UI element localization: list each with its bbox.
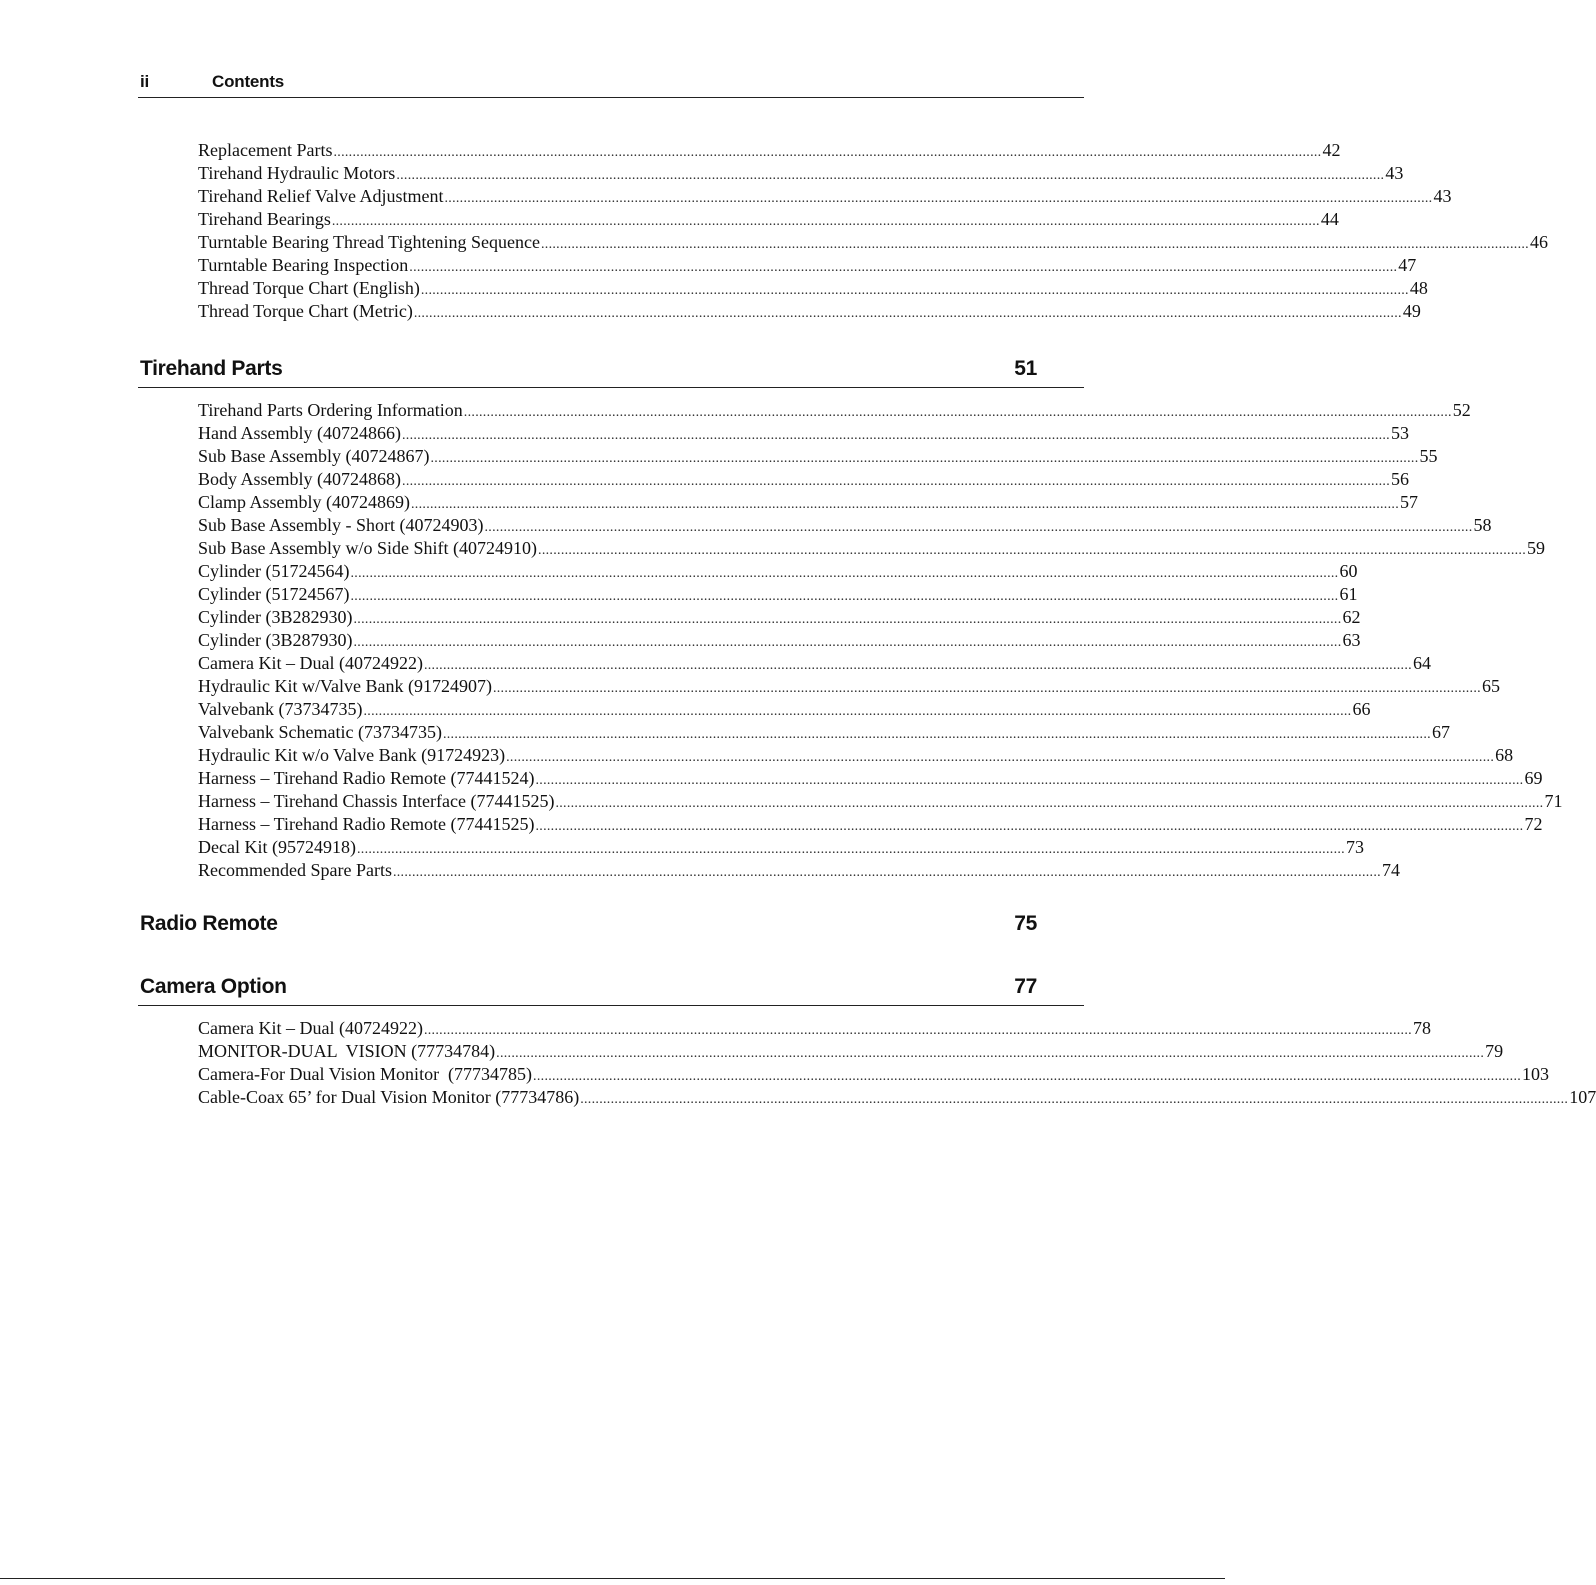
dot-leader: .................................................................................................................................................................................................................................................................... bbox=[411, 497, 1399, 512]
toc-entry-label: Cylinder (51724564) bbox=[198, 561, 350, 581]
toc-entry-label: Valvebank Schematic (73734735) bbox=[198, 722, 442, 742]
dot-leader: .................................................................................................................................................................................................................................................................... bbox=[423, 658, 1412, 673]
toc-entry[interactable] bbox=[198, 277, 1428, 300]
bottom-rule bbox=[0, 1578, 1225, 1579]
toc-entry[interactable] bbox=[198, 606, 1361, 629]
toc-entry-page: 44 bbox=[1320, 209, 1339, 229]
toc-entry-label: Tirehand Bearings bbox=[198, 209, 331, 229]
toc-entry-page: 48 bbox=[1409, 278, 1428, 298]
toc-entry-page: 72 bbox=[1524, 814, 1543, 834]
dot-leader: .................................................................................................................................................................................................................................................................... bbox=[540, 237, 1529, 252]
toc-entry-label: Recommended Spare Parts bbox=[198, 860, 392, 880]
dot-leader: .................................................................................................................................................................................................................................................................... bbox=[333, 145, 1322, 160]
toc-entry[interactable] bbox=[198, 1086, 1596, 1109]
toc-entry-label: Harness – Tirehand Radio Remote (77441524) bbox=[198, 768, 535, 788]
toc-entry-label: Thread Torque Chart (Metric) bbox=[198, 301, 413, 321]
dot-leader: .................................................................................................................................................................................................................................................................... bbox=[535, 773, 1524, 788]
toc-entry-label: Hydraulic Kit w/o Valve Bank (91724923) bbox=[198, 745, 506, 765]
toc-entry[interactable] bbox=[198, 698, 1371, 721]
toc-entry-page: 69 bbox=[1524, 768, 1543, 788]
toc-entry-label: Body Assembly (40724868) bbox=[198, 469, 402, 489]
dot-leader: .................................................................................................................................................................................................................................................................... bbox=[444, 191, 1433, 206]
toc-entry-label: Harness – Tirehand Chassis Interface (77441525) bbox=[198, 791, 555, 811]
toc-entry-page: 58 bbox=[1473, 515, 1492, 535]
toc-entry-page: 103 bbox=[1522, 1064, 1550, 1084]
toc-entry-label: Camera Kit – Dual (40724922) bbox=[198, 1018, 423, 1038]
dot-leader: .................................................................................................................................................................................................................................................................... bbox=[535, 819, 1524, 834]
dot-leader: .................................................................................................................................................................................................................................................................... bbox=[506, 750, 1495, 765]
toc-entry[interactable] bbox=[198, 185, 1452, 208]
toc-entry[interactable] bbox=[198, 162, 1404, 185]
toc-entry[interactable] bbox=[198, 208, 1339, 231]
toc-entry-page: 66 bbox=[1352, 699, 1371, 719]
toc-entry-page: 46 bbox=[1529, 232, 1548, 252]
toc-entry-page: 73 bbox=[1345, 837, 1364, 857]
dot-leader: .................................................................................................................................................................................................................................................................... bbox=[496, 1046, 1485, 1061]
toc-entry[interactable] bbox=[198, 1017, 1431, 1040]
toc-entry-label: Cylinder (3B282930) bbox=[198, 607, 353, 627]
dot-leader: .................................................................................................................................................................................................................................................................... bbox=[463, 405, 1452, 420]
toc-entry-page: 64 bbox=[1412, 653, 1431, 673]
toc-entry-label: Decal Kit (95724918) bbox=[198, 837, 356, 857]
toc-entry-label: Turntable Bearing Thread Tightening Sequence bbox=[198, 232, 540, 252]
toc-entry-page: 60 bbox=[1339, 561, 1358, 581]
dot-leader: .................................................................................................................................................................................................................................................................... bbox=[356, 842, 1345, 857]
toc-entry-label: Cylinder (3B287930) bbox=[198, 630, 353, 650]
dot-leader: .................................................................................................................................................................................................................................................................... bbox=[401, 428, 1390, 443]
toc-entry-page: 59 bbox=[1527, 538, 1546, 558]
toc-entry-label: Clamp Assembly (40724869) bbox=[198, 492, 410, 512]
chapter-heading-tirehand-parts[interactable] bbox=[138, 357, 1084, 388]
toc-entry-page: 67 bbox=[1431, 722, 1450, 742]
toc-entry[interactable] bbox=[198, 300, 1421, 323]
toc-entry-page: 47 bbox=[1398, 255, 1417, 275]
toc-entry[interactable] bbox=[198, 583, 1358, 606]
dot-leader: .................................................................................................................................................................................................................................................................... bbox=[353, 635, 1342, 650]
dot-leader: .................................................................................................................................................................................................................................................................... bbox=[350, 589, 1339, 604]
toc-entry-page: 68 bbox=[1495, 745, 1514, 765]
dot-leader: .................................................................................................................................................................................................................................................................... bbox=[538, 543, 1527, 558]
dot-leader: .................................................................................................................................................................................................................................................................... bbox=[350, 566, 1339, 581]
toc-entry-page: 65 bbox=[1481, 676, 1500, 696]
toc-entry-label: Valvebank (73734735) bbox=[198, 699, 363, 719]
chapter-heading-camera-option[interactable] bbox=[138, 975, 1084, 1006]
toc-entry-page: 107 bbox=[1569, 1087, 1596, 1107]
toc-entry[interactable] bbox=[198, 675, 1500, 698]
toc-entry[interactable] bbox=[198, 254, 1417, 277]
dot-leader: .................................................................................................................................................................................................................................................................... bbox=[331, 214, 1320, 229]
toc-entry[interactable] bbox=[198, 139, 1341, 162]
chapter-title: Tirehand Parts bbox=[140, 357, 283, 380]
toc-entry-label: Camera-For Dual Vision Monitor (77734785) bbox=[198, 1064, 533, 1084]
toc-entry-page: 79 bbox=[1485, 1041, 1504, 1061]
toc-entry[interactable] bbox=[198, 537, 1546, 560]
dot-leader: .................................................................................................................................................................................................................................................................... bbox=[533, 1069, 1522, 1084]
toc-entry-page: 49 bbox=[1402, 301, 1421, 321]
toc-entry-label: Sub Base Assembly - Short (40724903) bbox=[198, 515, 484, 535]
dot-leader: .................................................................................................................................................................................................................................................................... bbox=[402, 474, 1391, 489]
toc-entry-label: Cylinder (51724567) bbox=[198, 584, 350, 604]
toc-entry-label: Turntable Bearing Inspection bbox=[198, 255, 409, 275]
dot-leader: .................................................................................................................................................................................................................................................................... bbox=[430, 451, 1419, 466]
dot-leader: .................................................................................................................................................................................................................................................................... bbox=[423, 1023, 1412, 1038]
dot-leader: .................................................................................................................................................................................................................................................................... bbox=[409, 260, 1398, 275]
toc-entry-page: 78 bbox=[1412, 1018, 1431, 1038]
chapter-page: 51 bbox=[1014, 357, 1037, 380]
dot-leader: .................................................................................................................................................................................................................................................................... bbox=[363, 704, 1352, 719]
dot-leader: .................................................................................................................................................................................................................................................................... bbox=[580, 1092, 1569, 1107]
toc-entry[interactable] bbox=[198, 721, 1450, 744]
toc-entry-page: 62 bbox=[1342, 607, 1361, 627]
toc-section-maintenance bbox=[198, 139, 1548, 323]
toc-entry-label: MONITOR-DUAL VISION (77734784) bbox=[198, 1041, 496, 1061]
chapter-page: 75 bbox=[1014, 912, 1037, 935]
toc-entry-page: 56 bbox=[1391, 469, 1410, 489]
dot-leader: .................................................................................................................................................................................................................................................................... bbox=[492, 681, 1481, 696]
dot-leader: .................................................................................................................................................................................................................................................................... bbox=[413, 306, 1402, 321]
dot-leader: .................................................................................................................................................................................................................................................................... bbox=[442, 727, 1431, 742]
toc-entry-label: Tirehand Hydraulic Motors bbox=[198, 163, 396, 183]
dot-leader: .................................................................................................................................................................................................................................................................... bbox=[396, 168, 1385, 183]
dot-leader: .................................................................................................................................................................................................................................................................... bbox=[484, 520, 1473, 535]
toc-entry-page: 42 bbox=[1322, 140, 1341, 160]
running-header bbox=[138, 72, 1084, 98]
chapter-page: 77 bbox=[1014, 975, 1037, 998]
toc-entry[interactable] bbox=[198, 514, 1492, 537]
toc-entry-page: 43 bbox=[1433, 186, 1452, 206]
toc-entry-label: Cable-Coax 65’ for Dual Vision Monitor (77734786) bbox=[198, 1087, 580, 1107]
toc-entry[interactable] bbox=[198, 652, 1431, 675]
chapter-title: Camera Option bbox=[140, 975, 287, 998]
toc-entry[interactable] bbox=[198, 836, 1364, 859]
dot-leader: .................................................................................................................................................................................................................................................................... bbox=[420, 283, 1409, 298]
toc-entry-label: Harness – Tirehand Radio Remote (77441525) bbox=[198, 814, 535, 834]
header-title: Contents bbox=[212, 72, 285, 91]
toc-entry-label: Thread Torque Chart (English) bbox=[198, 278, 420, 298]
toc-entry-label: Tirehand Relief Valve Adjustment bbox=[198, 186, 444, 206]
toc-entry[interactable] bbox=[198, 231, 1548, 254]
toc-entry[interactable] bbox=[198, 813, 1543, 836]
chapter-title: Radio Remote bbox=[140, 912, 278, 935]
toc-entry-label: Replacement Parts bbox=[198, 140, 333, 160]
toc-entry-label: Tirehand Parts Ordering Information bbox=[198, 400, 463, 420]
toc-entry-page: 52 bbox=[1452, 400, 1471, 420]
toc-entry[interactable] bbox=[198, 1063, 1550, 1086]
toc-entry-label: Sub Base Assembly (40724867) bbox=[198, 446, 430, 466]
toc-entry-label: Camera Kit – Dual (40724922) bbox=[198, 653, 423, 673]
toc-entry[interactable] bbox=[198, 790, 1563, 813]
dot-leader: .................................................................................................................................................................................................................................................................... bbox=[392, 865, 1381, 880]
toc-entry[interactable] bbox=[198, 445, 1438, 468]
header-page-number: ii bbox=[140, 72, 150, 91]
toc-entry[interactable] bbox=[198, 629, 1361, 652]
toc-entry[interactable] bbox=[198, 560, 1358, 583]
toc-entry-page: 74 bbox=[1381, 860, 1400, 880]
toc-entry-page: 57 bbox=[1400, 492, 1418, 512]
chapter-heading-radio-remote[interactable] bbox=[138, 912, 1084, 942]
toc-entry-label: Hand Assembly (40724866) bbox=[198, 423, 401, 443]
toc-section-tirehand-parts bbox=[198, 399, 1563, 882]
toc-entry-page: 61 bbox=[1339, 584, 1358, 604]
toc-entry[interactable] bbox=[198, 859, 1400, 882]
toc-entry[interactable] bbox=[198, 399, 1471, 422]
toc-entry[interactable] bbox=[198, 1040, 1504, 1063]
toc-entry[interactable] bbox=[198, 422, 1409, 445]
toc-entry-page: 53 bbox=[1390, 423, 1409, 443]
toc-entry[interactable] bbox=[198, 767, 1543, 790]
toc-entry-label: Sub Base Assembly w/o Side Shift (40724910) bbox=[198, 538, 538, 558]
toc-entry[interactable] bbox=[198, 468, 1410, 491]
toc-entry[interactable] bbox=[198, 491, 1418, 514]
toc-entry-label: Hydraulic Kit w/Valve Bank (91724907) bbox=[198, 676, 492, 696]
dot-leader: .................................................................................................................................................................................................................................................................... bbox=[555, 796, 1544, 811]
toc-entry-page: 71 bbox=[1544, 791, 1563, 811]
toc-entry-page: 63 bbox=[1342, 630, 1361, 650]
toc-entry-page: 43 bbox=[1385, 163, 1404, 183]
toc-entry[interactable] bbox=[198, 744, 1514, 767]
toc-entry-page: 55 bbox=[1419, 446, 1438, 466]
toc-section-camera-option bbox=[198, 1017, 1596, 1109]
dot-leader: .................................................................................................................................................................................................................................................................... bbox=[353, 612, 1342, 627]
